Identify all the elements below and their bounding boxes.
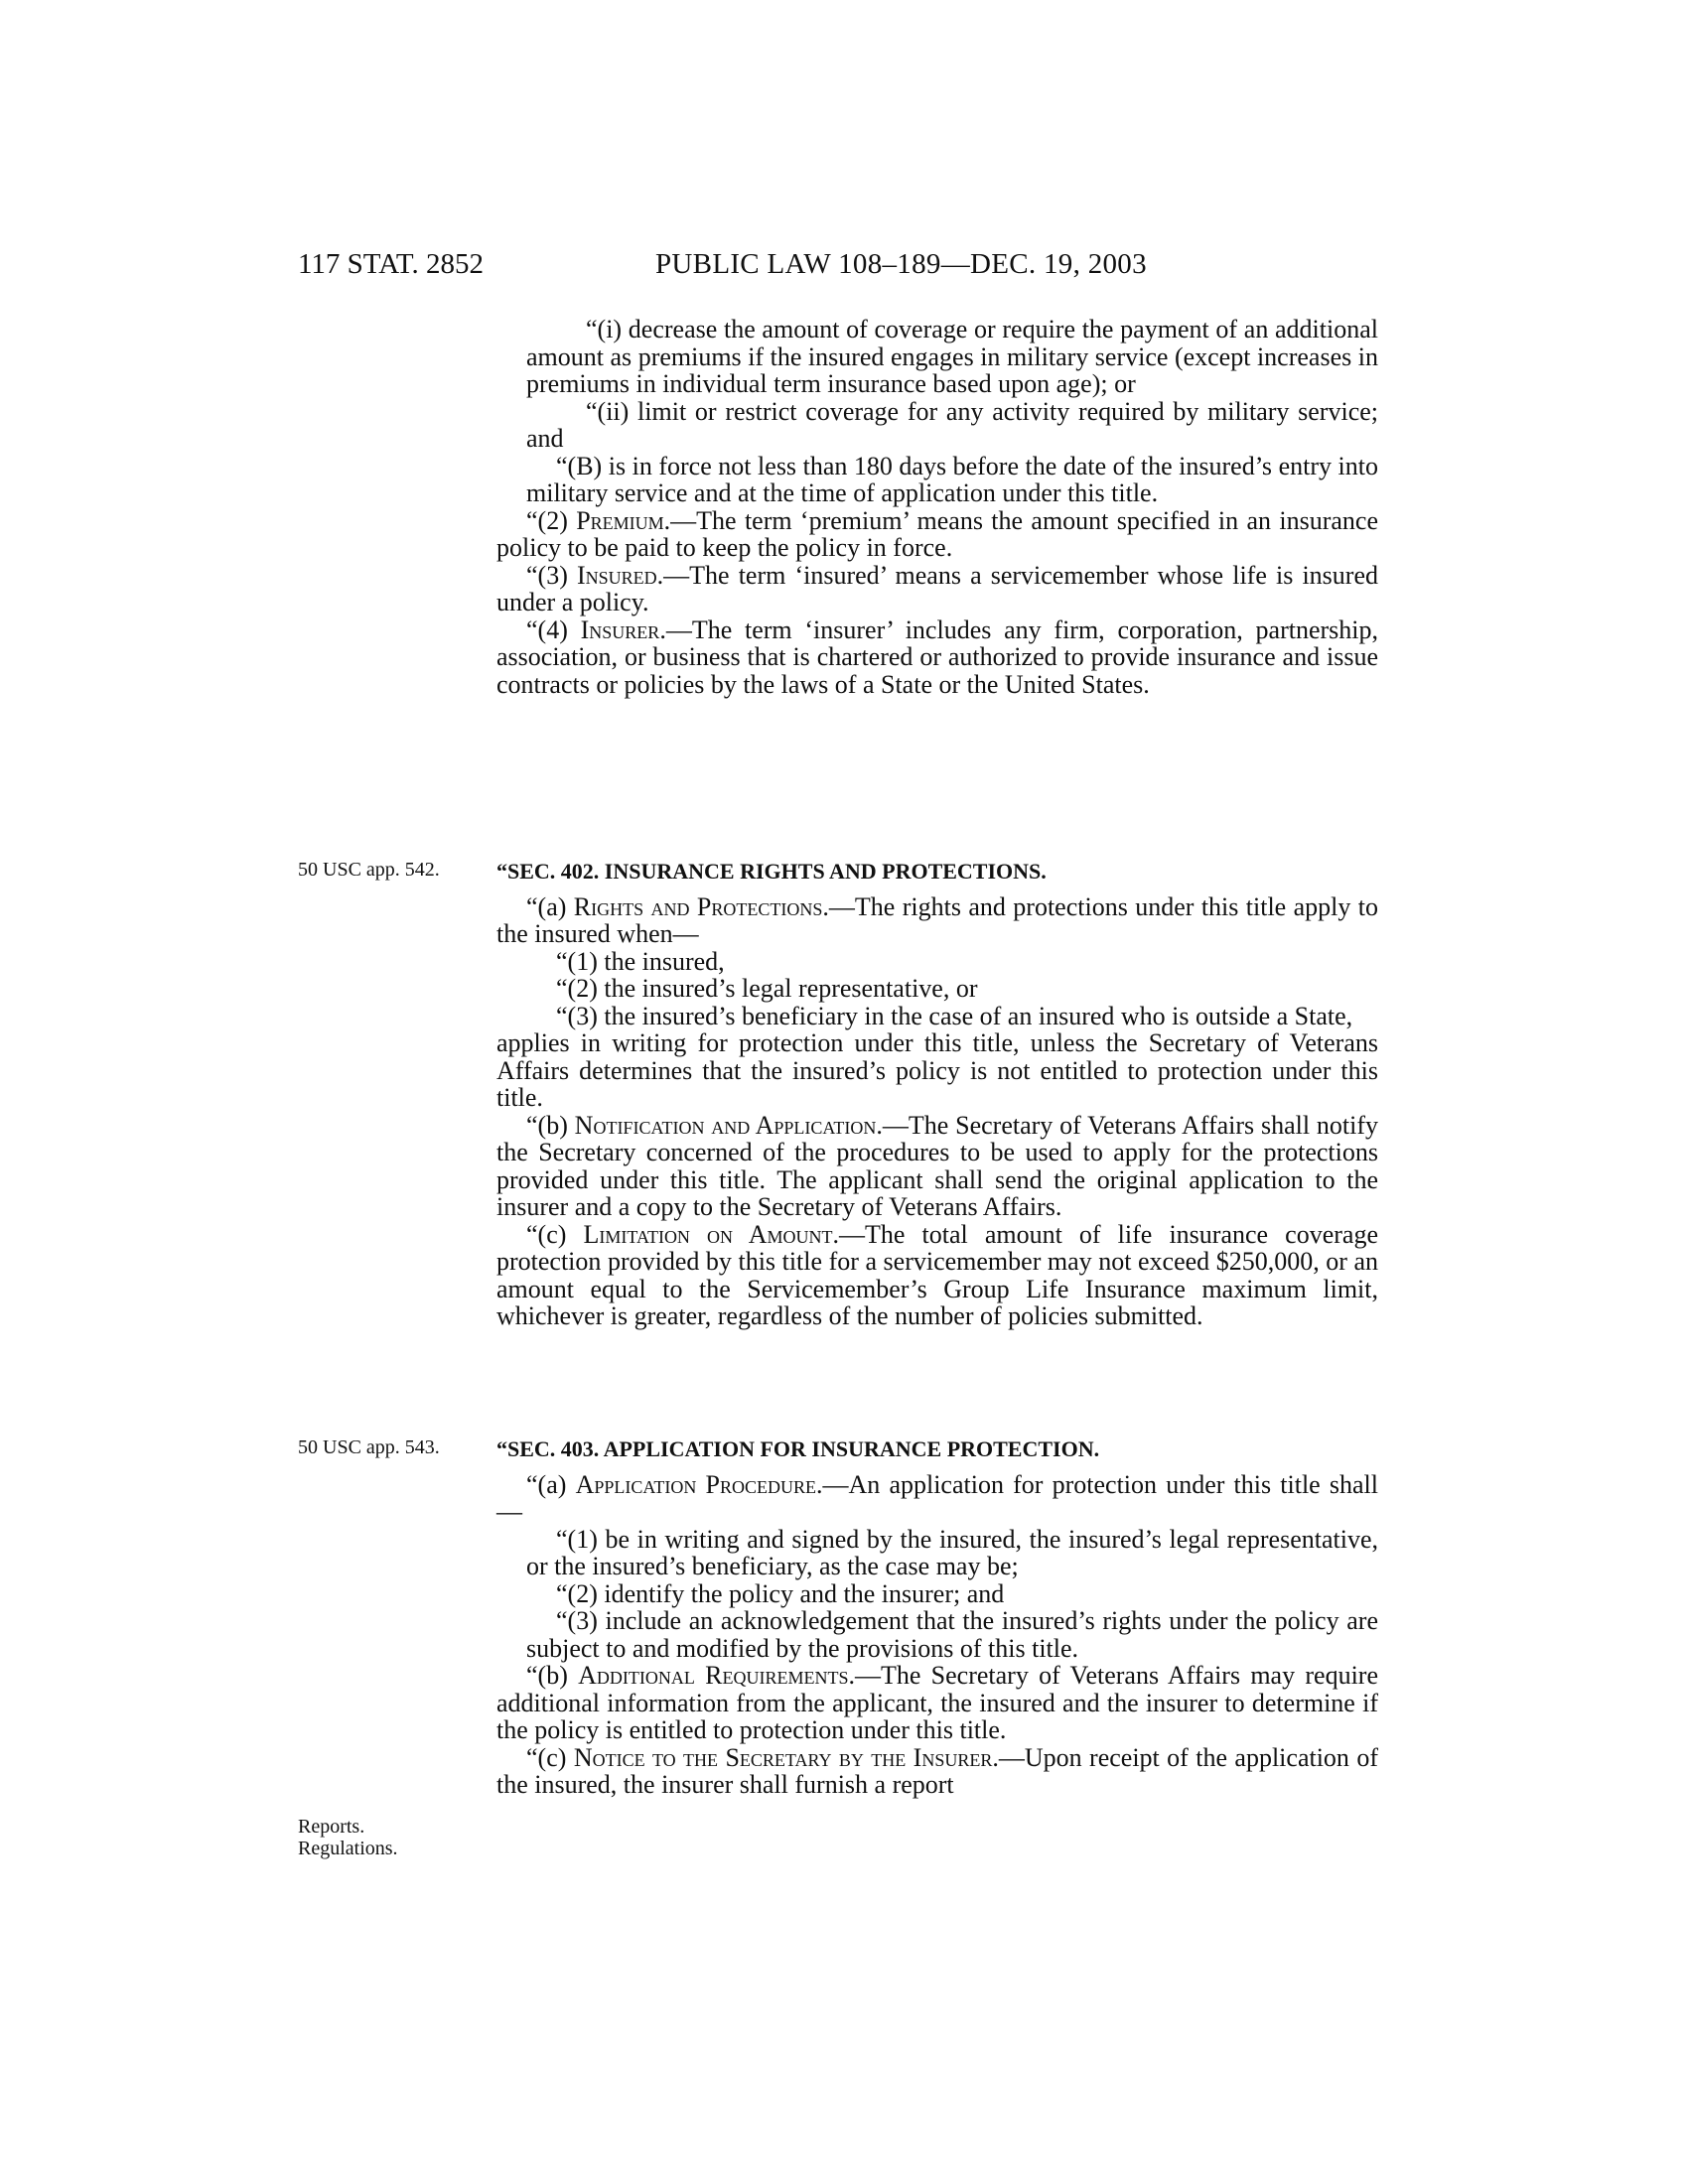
clause-i: “(i) decrease the amount of coverage or require the payment of an additional amount as premiums if the insured engages in military service (except increases in premiums in individual term insurance based upon age); or	[526, 315, 1378, 398]
definition-insurer: “(4) Insurer.—The term ‘insurer’ includes any firm, corporation, partnership, association, or business that is chartered or authorized to provide insurance and issue contracts or policies by the laws of a State or the United States.	[496, 614, 1379, 699]
definition-premium: “(2) Premium.—The term ‘premium’ means the amount specified in an insurance policy to be paid to keep the policy in force.	[496, 505, 1378, 562]
subsection-heading: Limitation on Amount	[583, 1219, 833, 1249]
running-header-title: PUBLIC LAW 108–189—DEC. 19, 2003	[655, 248, 1147, 280]
subsection-heading: Rights and Protections	[573, 891, 823, 921]
margin-citation-543: 50 USC app. 543.	[298, 1436, 440, 1458]
subsection-c: “(c) Limitation on Amount.—The total amount of life insurance coverage protection provided by this title for a servicemember may not exceed $250,000, or an amount equal to the Servicemember’s Group Life Insurance maximum limit, whichever is greater, regardless of the number of policies submitted.	[496, 1219, 1378, 1330]
subparagraph-b: “(B) is in force not less than 180 days before the date of the insured’s entry into military service and at the time of application under this title.	[526, 451, 1378, 507]
paragraph-2: “(2) identify the policy and the insurer; and	[556, 1578, 1005, 1608]
paragraph-1: “(1) be in writing and signed by the insured, the insured’s legal representative, or the insured’s beneficiary, as the case may be;	[526, 1524, 1378, 1580]
clause-ii: “(ii) limit or restrict coverage for any activity required by military service; and	[526, 396, 1378, 453]
margin-note-regulations: Regulations.	[298, 1838, 398, 1859]
term-heading: Insured	[576, 560, 657, 590]
subsection-a: “(a) Application Procedure.—An application for protection under this title shall—	[496, 1469, 1378, 1526]
subsection-heading: Application Procedure	[575, 1469, 816, 1499]
subsection-a: “(a) Rights and Protections.—The rights and protections under this title apply to the insured when—	[496, 891, 1378, 948]
subsection-b: “(b) Notification and Application.—The Secretary of Veterans Affairs shall notify the Secretary concerned of the procedures to be used to apply for the protections provided under this title. The applicant shall send the original application to the insurer and a copy to the Secretary of Veterans Affairs.	[496, 1110, 1378, 1221]
paragraph-3: “(3) include an acknowledgement that the insured’s rights under the policy are subject to and modified by the provisions of this title.	[526, 1606, 1378, 1663]
subsection-heading: Notification and Application	[574, 1110, 877, 1140]
section-heading: “SEC. 403. APPLICATION FOR INSURANCE PROTECTION.	[496, 1436, 1100, 1461]
subsection-b: “(b) Additional Requirements.—The Secretary of Veterans Affairs may require additional information from the applicant, the insured and the insurer to determine if the policy is entitled to protection under this title.	[496, 1661, 1378, 1744]
definition-insured: “(3) Insured.—The term ‘insured’ means a servicemember whose life is insured under a policy.	[496, 560, 1378, 616]
subsection-heading: Notice to the Secretary by the Insurer	[573, 1742, 993, 1772]
margin-citation-542: 50 USC app. 542.	[298, 859, 440, 881]
section-403	[496, 1435, 1378, 1799]
page-stat-number: 117 STAT. 2852	[298, 248, 484, 280]
subsection-c: “(c) Notice to the Secretary by the Insurer.—Upon receipt of the application of the insured, the insurer shall furnish a report	[496, 1742, 1378, 1799]
paragraph-3: “(3) the insured’s beneficiary in the case of an insured who is outside a State,	[556, 1001, 1353, 1030]
paragraph-1: “(1) the insured,	[556, 946, 725, 976]
margin-note-reports: Reports.	[298, 1816, 365, 1838]
section-heading: “SEC. 402. INSURANCE RIGHTS AND PROTECTIONS.	[496, 859, 1047, 884]
definitions-block	[496, 316, 1378, 698]
term-heading: Insurer	[580, 614, 660, 644]
term-heading: Premium	[576, 505, 664, 535]
subsection-a-tail: applies in writing for protection under this title, unless the Secretary of Veterans Affairs determines that the insured’s policy is not entitled to protection under this title.	[496, 1028, 1378, 1112]
subsection-heading: Additional Requirements	[578, 1661, 849, 1690]
paragraph-2: “(2) the insured’s legal representative, or	[556, 974, 978, 1003]
section-402	[496, 858, 1378, 1330]
